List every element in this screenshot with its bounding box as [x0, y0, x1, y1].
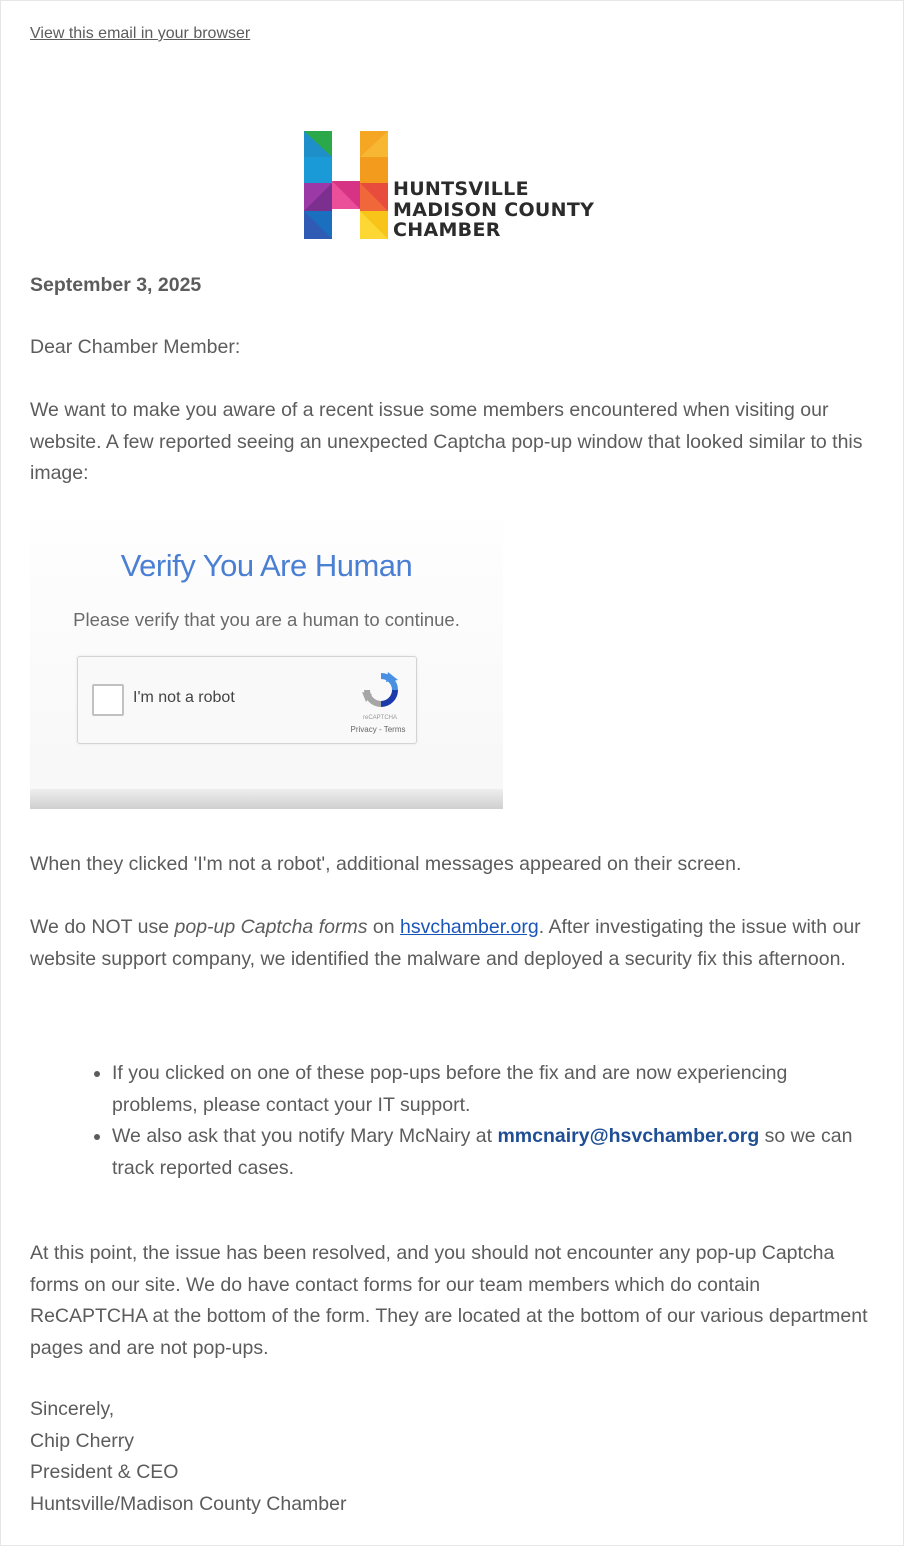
list-item-text: so we can track reported cases.	[112, 1125, 853, 1179]
logo-line-3: CHAMBER	[393, 219, 501, 241]
captcha-title: Verify You Are Human	[120, 548, 413, 583]
signature-block	[30, 1394, 346, 1520]
list-item: • If you clicked on one of these pop-ups before the fix and are now experiencing problems, please contact your IT support.	[112, 1058, 875, 1121]
chamber-logo	[304, 131, 604, 243]
view-in-browser-link[interactable]: View this email in your browser	[30, 25, 251, 42]
resolution-paragraph: At this point, the issue has been resolved, and you should not encounter any pop-up Captcha forms on our site. We do have contact forms for our team members which do contain ReCAPTCHA at the bottom of the form. They are located at the bottom of our various department pages and are not pop-ups.	[30, 1242, 868, 1359]
recaptcha-links: Privacy - Terms	[350, 725, 406, 734]
recaptcha-label: I'm not a robot	[133, 689, 235, 706]
list-item-text: We also ask that you notify Mary McNairy at	[112, 1125, 498, 1147]
letter-date: September 3, 2025	[30, 274, 202, 296]
captcha-subtitle: Please verify that you are a human to continue.	[73, 609, 460, 630]
after-click-paragraph: When they clicked 'I'm not a robot', additional messages appeared on their screen.	[30, 853, 742, 875]
signature-title: President & CEO	[30, 1461, 179, 1483]
captcha-example-image	[30, 520, 503, 809]
notice-text-2: on	[367, 916, 400, 938]
notice-text-1: We do NOT use	[30, 916, 175, 938]
notice-emphasis: pop-up Captcha forms	[174, 916, 368, 938]
recaptcha-logo-icon	[360, 670, 402, 710]
logo-line-1: HUNTSVILLE	[393, 178, 529, 200]
chamber-logo-mark-icon	[304, 131, 388, 243]
action-list	[84, 1058, 875, 1184]
recaptcha-checkbox	[92, 684, 124, 716]
signature-closing: Sincerely,	[30, 1398, 115, 1420]
contact-email-link[interactable]: mmcnairy@hsvchamber.org	[497, 1125, 760, 1147]
captcha-image-shadow	[30, 789, 503, 809]
signature-name: Chip Cherry	[30, 1429, 135, 1452]
recaptcha-widget	[77, 656, 417, 744]
notice-text-3: . After investigating the issue with our website support company, we identified the malware and deployed a security fix this afternoon.	[30, 916, 861, 970]
greeting: Dear Chamber Member:	[30, 336, 241, 358]
signature-org: Huntsville/Madison County Chamber	[30, 1492, 347, 1515]
intro-paragraph: We want to make you aware of a recent issue some members encountered when visiting our website. A few reported seeing an unexpected Captcha pop-up window that looked similar to this image:	[30, 399, 863, 484]
notice-paragraph	[30, 912, 872, 975]
recaptcha-brand: reCAPTCHA	[362, 715, 397, 721]
website-link[interactable]: hsvchamber.org	[399, 916, 539, 938]
logo-line-2: MADISON COUNTY	[393, 199, 595, 221]
list-item	[112, 1121, 875, 1184]
